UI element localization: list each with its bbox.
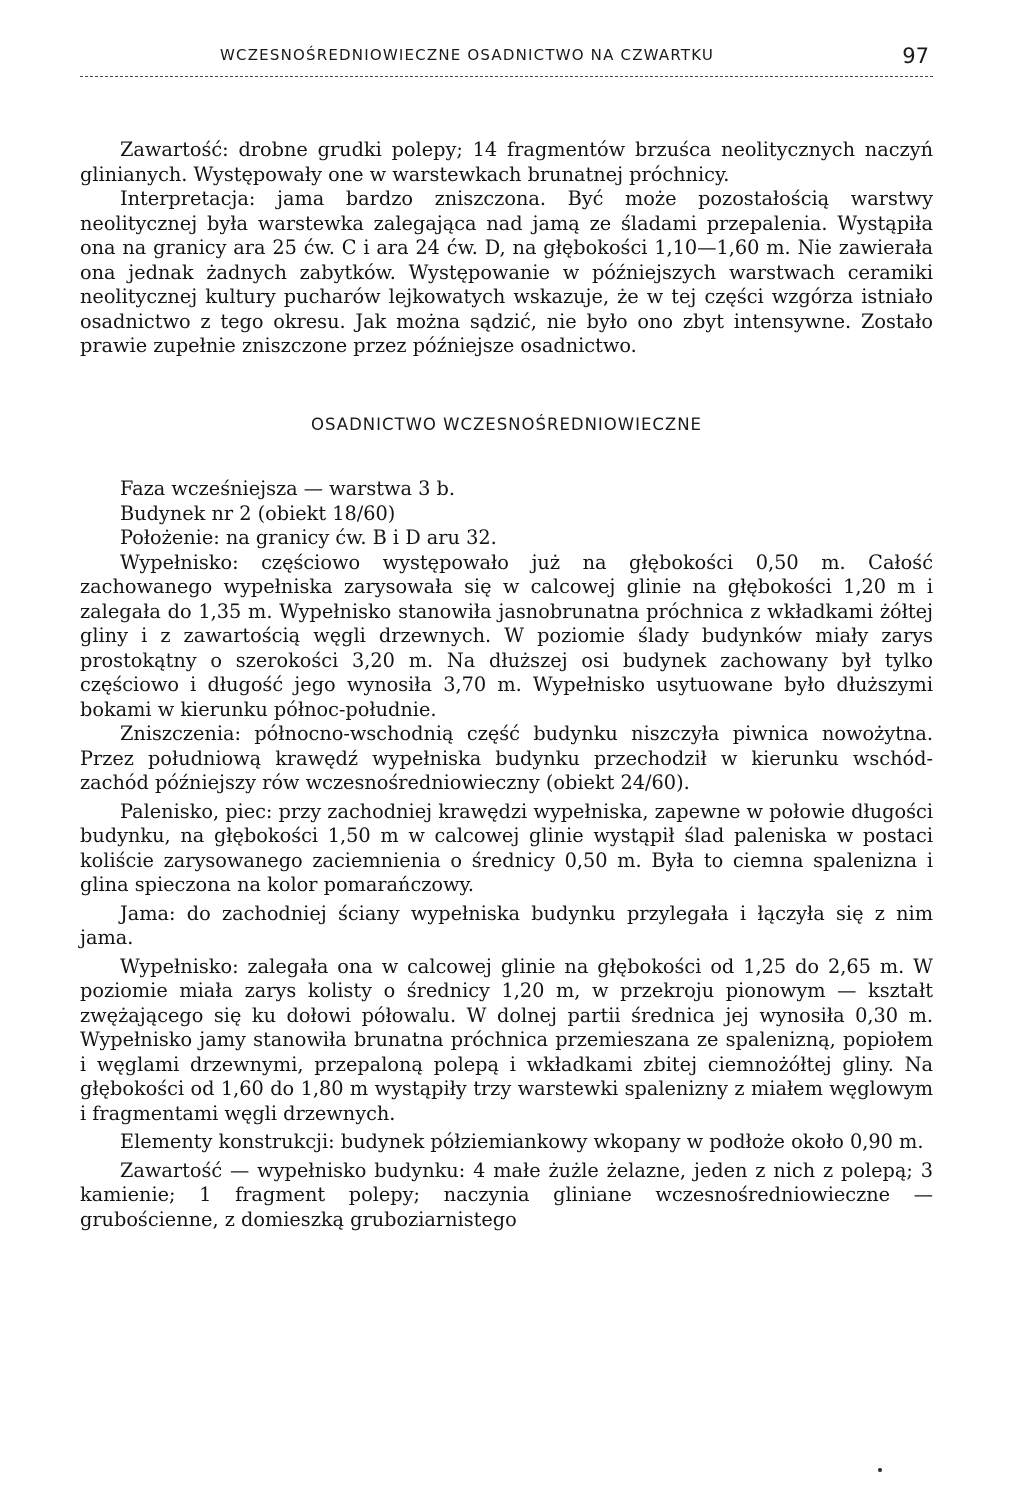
section-heading: OSADNICTWO WCZESNOŚREDNIOWIECZNE <box>311 414 702 434</box>
footer-mark <box>878 1468 882 1472</box>
paragraph-fill: Wypełnisko: częściowo występowało już na głębokości 0,50 m. Całość zachowanego wypełniska zarysowała się w calcowej glinie na głębokości 1,20 m i zalegała do 1,35 m. Wypełnisko stanowiła jasnobrunatna próchnica z wkładkami żółtej gliny i z zawartością węgli drzewnych. W poziomie ślady budynków miały zarys prostokątny o szerokości 3,20 m. Na dłuższej osi budynek zachowany był tylko częściowo i długość jego wynosiła 3,70 m. Wypełnisko usytuowane było dłuższymi bokami w kierunku północ-południe. <box>80 550 933 721</box>
paragraph-construction: Elementy konstrukcji: budynek półziemiankowy wkopany w podłoże około 0,90 m. <box>120 1130 924 1153</box>
page-number: 97 <box>902 44 929 68</box>
paragraph-phase: Faza wcześniejsza — warstwa 3 b. <box>120 477 456 500</box>
paragraph-building: Budynek nr 2 (obiekt 18/60) <box>120 501 396 525</box>
paragraph-pit: Jama: do zachodniej ściany wypełniska budynku przylegała i łączyła się z nim jama. <box>80 901 933 949</box>
running-head <box>80 38 933 78</box>
paragraph-contents-intro: Zawartość: drobne grudki polepy; 14 fragmentów brzuśca neolitycznych naczyń glinianych. Występowały one w warstewkach brunatnej próchnicy. <box>80 138 933 186</box>
paragraph-hearth: Palenisko, piec: przy zachodniej krawędzi wypełniska, zapewne w połowie długości budynku, na głębokości 1,50 m w calcowej glinie wystąpił ślad paleniska w postaci koliście zarysowanego zaciemnienia o średnicy 0,50 m. Była to ciemna spalenizna i glina spieczona na kolor pomarańczowy. <box>80 799 933 896</box>
paragraph-contents: Zawartość — wypełnisko budynku: 4 małe żużle żelazne, jeden z nich z polepą; 3 kamienie; 1 fragment polepy; naczynia gliniane wczesnośredniowieczne — grubościenne, z domieszką gruboziarnistego <box>80 1158 933 1231</box>
paragraph-interpretation: Interpretacja: jama bardzo zniszczona. Być może pozostałością warstwy neolitycznej była warstewka zalegająca nad jamą ze śladami przepalenia. Wystąpiła ona na granicy ara 25 ćw. C i ara 24 ćw. D, na głębokości 1,10—1,60 m. Nie zawierała ona jednak żadnych zabytków. Występowanie w późniejszych warstwach ceramiki neolitycznej kultury pucharów lejkowatych wskazuje, że w tej części wzgórza istniało osadnictwo z tego okresu. Jak można sądzić, nie było ono zbyt intensywne. Zostało prawie zupełnie zniszczone przez późniejsze osadnictwo. <box>80 187 933 357</box>
page <box>80 38 933 1232</box>
paragraph-pit-fill: Wypełnisko: zalegała ona w calcowej glinie na głębokości od 1,25 do 2,65 m. W poziomie miała zarys kolisty o średnicy 1,20 m, w przekroju pionowym — kształt zwężającego się ku dołowi półowalu. W dolnej partii średnica jej wynosiła 0,30 m. Wypełnisko jamy stanowiła brunatna próchnica przemieszana ze spalenizną, popiołem i węglami drzewnymi, przepaloną polepą i wkładkami zbitej ciemnożółtej gliny. Na głębokości od 1,60 do 1,80 m wystąpiły trzy warstewki spalenizny z miałem węglowym i fragmentami węgli drzewnych. <box>80 954 933 1125</box>
paragraph-damage: Zniszczenia: północno-wschodnią część budynku niszczyła piwnica nowożytna. Przez południową krawędź wypełniska budynku przechodził w kierunku wschód-zachód późniejszy rów wczesnośredniowieczny (obiekt 24/60). <box>80 722 933 794</box>
running-title: WCZESNOŚREDNIOWIECZNE OSADNICTWO NA CZWARTKU <box>220 46 715 64</box>
body-text <box>80 138 933 1232</box>
paragraph-location: Położenie: na granicy ćw. B i D aru 32. <box>120 526 497 549</box>
header-rule <box>80 76 933 77</box>
